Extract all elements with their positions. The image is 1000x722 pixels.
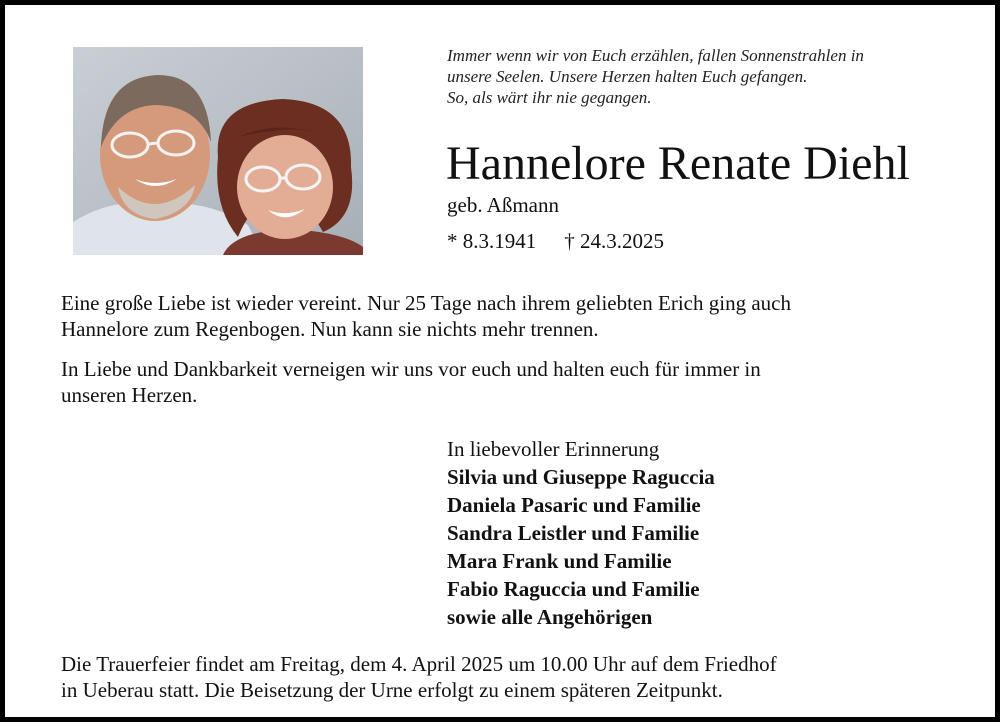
- couple-photo-icon: [73, 47, 363, 255]
- gratitude-paragraph: [61, 356, 971, 408]
- funeral-info: [61, 651, 971, 703]
- mourner-name: Sandra Leistler und Familie: [447, 521, 700, 545]
- mourner-name: Silvia und Giuseppe Raguccia: [447, 465, 715, 489]
- deceased-name: Hannelore Renate Diehl: [446, 137, 910, 190]
- birth-date: * 8.3.1941: [447, 229, 537, 253]
- mourners-list: [447, 463, 715, 631]
- mourner-name: Daniela Pasaric und Familie: [447, 493, 701, 517]
- couple-photo: [73, 47, 363, 255]
- mourners-intro: In liebevoller Erinnerung: [447, 437, 660, 461]
- mourner-name: Fabio Raguccia und Familie: [447, 577, 700, 601]
- quote-line: unsere Seelen. Unsere Herzen halten Euch gefangen.: [447, 67, 808, 86]
- life-dates: [447, 228, 664, 254]
- birth-name: geb. Aßmann: [447, 193, 559, 217]
- paragraph-line: In Liebe und Dankbarkeit verneigen wir uns vor euch und halten euch für immer in: [61, 357, 761, 381]
- funeral-line: Die Trauerfeier findet am Freitag, dem 4. April 2025 um 10.00 Uhr auf dem Friedhof: [61, 652, 777, 676]
- paragraph-line: unseren Herzen.: [61, 383, 198, 407]
- mourner-name: Mara Frank und Familie: [447, 549, 672, 573]
- quote-line: Immer wenn wir von Euch erzählen, fallen Sonnenstrahlen in: [447, 46, 864, 65]
- death-date: † 24.3.2025: [564, 229, 664, 253]
- memorial-quote: [447, 45, 977, 108]
- mourners-block: [447, 435, 715, 631]
- paragraph-line: Hannelore zum Regenbogen. Nun kann sie nichts mehr trennen.: [61, 317, 599, 341]
- funeral-line: in Ueberau statt. Die Beisetzung der Urne erfolgt zu einem späteren Zeitpunkt.: [61, 678, 723, 702]
- mourner-name: sowie alle Angehörigen: [447, 605, 653, 629]
- paragraph-line: Eine große Liebe ist wieder vereint. Nur 25 Tage nach ihrem geliebten Erich ging auch: [61, 291, 791, 315]
- quote-line: So, als wärt ihr nie gegangen.: [447, 88, 652, 107]
- reunion-paragraph: [61, 290, 971, 342]
